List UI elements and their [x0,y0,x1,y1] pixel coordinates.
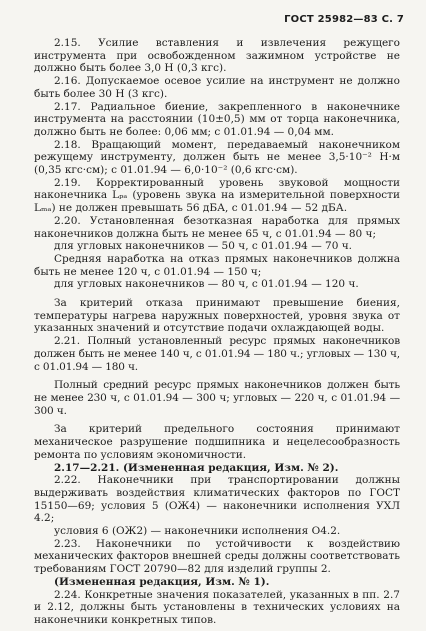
paragraph-2-21: 2.21. Полный установленный ресурс прямых наконечников должен быть не менее 140 ч, с 01.01.94 — 180 ч.; угловых — 130 ч, с 01.01.94 — 180 ч. [34,335,400,373]
paragraph-2-17: 2.17. Радиальное биение, закрепленного в наконечнике инструмента на расстоянии (10±0,5) мм от торца наконечника, должно быть не более: 0,06 мм; с 01.01.94 — 0,04 мм. [34,100,400,138]
paragraph-2-23: 2.23. Наконечники по устойчивости к воздействию механических факторов внешней среды должны соответствовать требованиям ГОСТ 20790—82 для изделий группы 2. [34,537,400,576]
paragraph-mean-time-angular: для угловых наконечников — 80 ч, с 01.01.94 — 120 ч. [54,278,359,291]
document-body [34,37,400,627]
paragraph-2-16: 2.16. Допускаемое осевое усилие на инструмент не должно быть более 30 Н (3 кгс). [34,75,400,100]
amendment-note-1: (Измененная редакция, Изм. № 1). [54,575,270,588]
amendment-note-2: 2.17—2.21. (Измененная редакция, Изм. № 2). [54,461,339,474]
paragraph-2-22: 2.22. Наконечники при транспортировании должны выдерживать воздействия климатических факторов по ГОСТ 15150—69; условия 5 (ОЖ4) — наконечники исполнения УХЛ 4.2; [34,474,400,525]
paragraph-2-20: 2.20. Установленная безотказная наработка для прямых наконечников должна быть не менее 65 ч, с 01.01.94 — 80 ч; [34,214,400,240]
paragraph-limit-state-criterion: За критерий предельного состояния принимают механическое разрушение подшипника и нецелесообразность ремонта по условиям экономичности. [34,423,400,461]
paragraph-2-24: 2.24. Конкретные значения показателей, указанных в пп. 2.7 и 2.12, должны быть установлены в технических условиях на наконечники конкретных типов. [34,588,400,626]
paragraph-mean-resource: Полный средний ресурс прямых наконечников должен быть не менее 230 ч, с 01.01.94 — 300 ч; угловых — 220 ч, с 01.01.94 — 300 ч. [34,379,400,417]
paragraph-2-22-conditions-6: условия 6 (ОЖ2) — наконечники исполнения О4.2. [54,525,341,538]
paragraph-2-15: 2.15. Усилие вставления и извлечения режущего инструмента при освобожденном зажимном устройстве не должно быть более 3,0 Н (0,3 кгс). [34,37,400,75]
paragraph-2-20-angular: для угловых наконечников — 50 ч, с 01.01.94 — 70 ч. [54,240,353,253]
paragraph-2-19: 2.19. Корректированный уровень звуковой мощности наконечника Lₚₐ (уровень звука на измерительной поверхности Lₘₐ) не должен превышать 56 дБА, с 01.01.94 — 52 дБА. [34,176,400,215]
page-header: ГОСТ 25982—83 С. 7 [284,14,404,25]
paragraph-mean-time-straight: Средняя наработка на отказ прямых наконечников должна быть не менее 120 ч, с 01.01.94 — 150 ч; [34,252,400,278]
paragraph-failure-criterion: За критерий отказа принимают превышение биения, температуры нагрева наружных поверхностей, уровня звука от указанных значений и отсутствие подачи охлаждающей воды. [34,297,400,335]
paragraph-2-18: 2.18. Вращающий момент, передаваемый наконечником режущему инструменту, должен быть не менее 3,5·10⁻² Н·м (0,35 кгс·см); с 01.01.94 — 6,0·10⁻² (0,6 кгс·см). [34,138,400,177]
